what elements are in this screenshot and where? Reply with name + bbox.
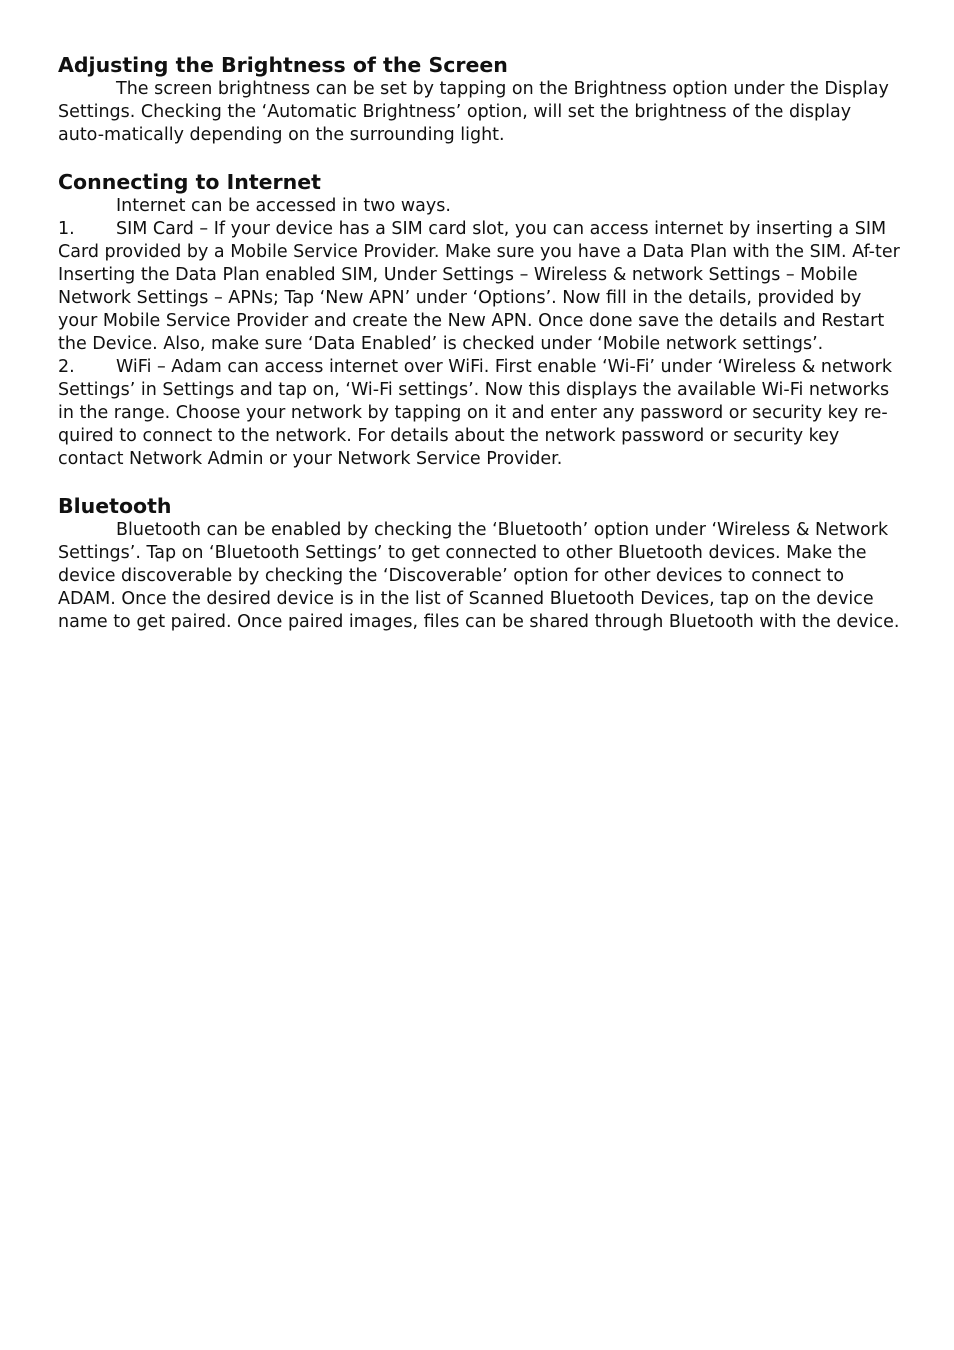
bluetooth-paragraph: Bluetooth can be enabled by checking the ‘Bluetooth’ option under ‘Wireless & Network Settings’. Tap on ‘Bluetooth Settings’ to get connected to other Bluetooth devices. Make the device discoverable by checking the ‘Discoverable’ option for other devices to connect to ADAM. Once the desired device is in the list of Scanned Bluetooth Devices, tap on the device name to get paired. Once paired images, files can be shared through Bluetooth with the device. <box>58 520 900 632</box>
internet-intro: Internet can be accessed in two ways. <box>116 196 451 216</box>
section-bluetooth <box>58 493 900 634</box>
document-page <box>58 52 900 656</box>
list-item-number: 1. <box>58 219 75 239</box>
list-item-text: WiFi – Adam can access internet over WiFi. First enable ‘Wi-Fi’ under ‘Wireless & network Settings’ in Settings and tap on, ‘Wi-Fi settings’. Now this displays the available Wi-Fi networks in the range. Choose your network by tapping on it and enter any password or security key re-quired to connect to the network. For details about the network password or security key contact Network Admin or your Network Service Provider. <box>58 357 892 469</box>
section-internet <box>58 169 900 471</box>
section-heading-internet: Connecting to Internet <box>58 170 321 194</box>
list-item-text: SIM Card – If your device has a SIM card slot, you can access internet by inserting a SIM Card provided by a Mobile Service Provider. Make sure you have a Data Plan with the SIM. Af-ter Inserting the Data Plan enabled SIM, Under Settings – Wireless & network Settings – Mobile Network Settings – APNs; Tap ‘New APN’ under ‘Options’. Now fill in the details, provided by your Mobile Service Provider and create the New APN. Once done save the details and Restart the Device. Also, make sure ‘Data Enabled’ is checked under ‘Mobile network settings’. <box>58 219 900 354</box>
section-brightness <box>58 52 900 147</box>
section-heading-bluetooth: Bluetooth <box>58 494 172 518</box>
brightness-paragraph: The screen brightness can be set by tapping on the Brightness option under the Display Settings. Checking the ‘Automatic Brightness’ option, will set the brightness of the display auto-matically depending on the surrounding light. <box>58 79 889 145</box>
list-item-sim-card <box>58 218 900 356</box>
section-heading-brightness: Adjusting the Brightness of the Screen <box>58 53 508 77</box>
list-item-wifi <box>58 356 900 471</box>
list-item-number: 2. <box>58 357 75 377</box>
